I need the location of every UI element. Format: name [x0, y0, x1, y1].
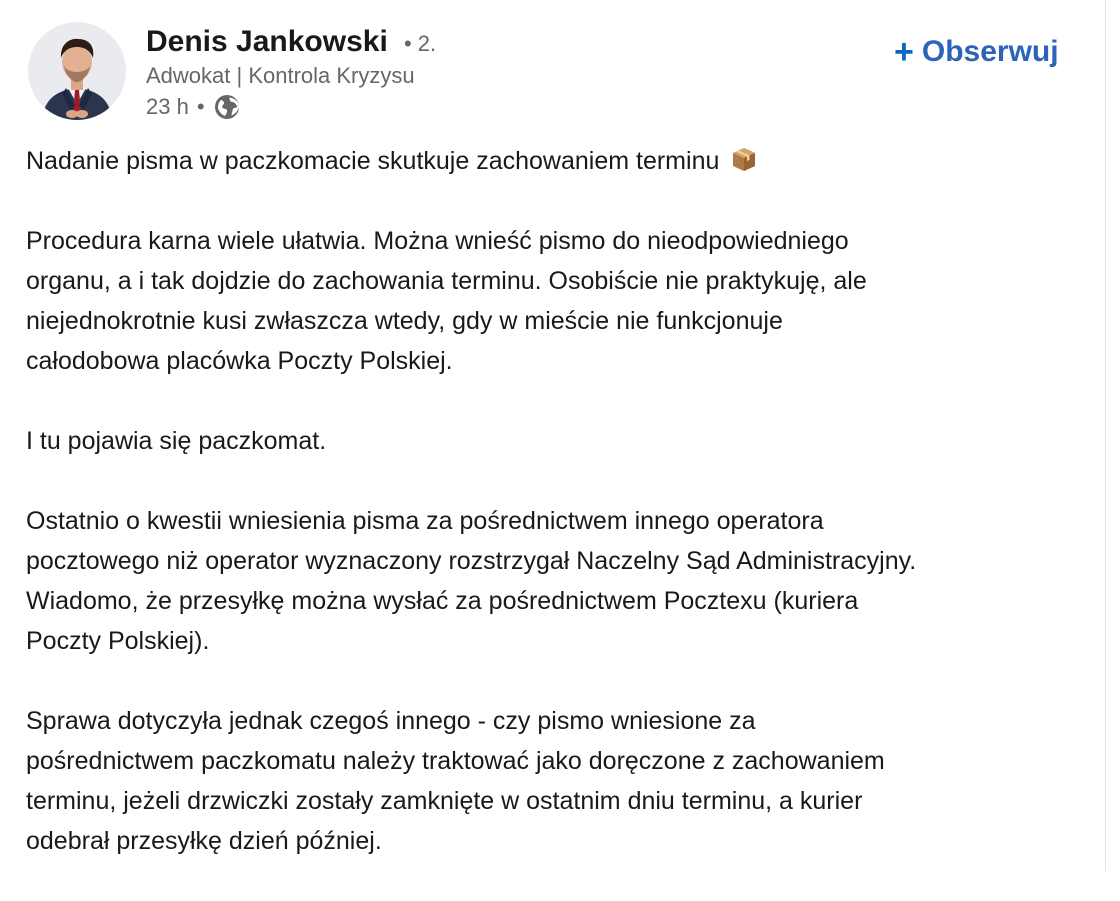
connection-degree [404, 30, 436, 58]
meta-separator: • [196, 94, 205, 119]
follow-button[interactable] [888, 32, 1065, 72]
text-line: Ostatnio o kwestii wniesienia pisma za pośrednictwem innego operatora [26, 507, 824, 535]
post-meta [146, 93, 241, 121]
avatar[interactable] [28, 22, 126, 120]
avatar-photo-icon [28, 22, 126, 120]
text-line: niejednokrotnie kusi zwłaszcza wtedy, gdy w mieście nie funkcjonuje [26, 307, 783, 335]
post-paragraph-4 [26, 701, 1096, 861]
plus-icon: + [894, 33, 914, 71]
post-paragraph-2 [26, 421, 1096, 461]
card-right-border [1105, 0, 1106, 871]
text-line: terminu, jeżeli drzwiczki zostały zamknięte w ostatnim dniu terminu, a kurier [26, 787, 863, 815]
post-title-text: Nadanie pisma w paczkomacie skutkuje zachowaniem terminu [26, 147, 720, 175]
text-line: Sprawa dotyczyła jednak czegoś innego - czy pismo wniesione za [26, 707, 756, 735]
text-line: I tu pojawia się paczkomat. [26, 427, 327, 455]
text-line: całodobowa placówka Poczty Polskiej. [26, 347, 453, 375]
author-headline: Adwokat | Kontrola Kryzysu [146, 63, 415, 88]
post-header [0, 0, 1100, 130]
text-line: organu, a i tak dojdzie do zachowania terminu. Osobiście nie praktykuję, ale [26, 267, 867, 295]
post-title-paragraph [26, 141, 1096, 181]
post-paragraph-1 [26, 221, 1096, 381]
follow-button-label: Obserwuj [921, 35, 1059, 68]
text-line: pocztowego niż operator wyznaczony rozstrzygał Naczelny Sąd Administracyjny. [26, 547, 917, 575]
text-line: pośrednictwem paczkomatu należy traktować jako doręczone z zachowaniem [26, 747, 885, 775]
text-line: Poczty Polskiej). [26, 627, 210, 655]
package-icon [730, 145, 758, 173]
text-line: Wiadomo, że przesyłkę można wysłać za pośrednictwem Pocztexu (kuriera [26, 587, 859, 615]
post-body [26, 141, 1096, 901]
author-name[interactable]: Denis Jankowski [146, 25, 388, 58]
degree-separator: • [404, 31, 412, 56]
text-line: Procedura karna wiele ułatwia. Można wnieść pismo do nieodpowiedniego [26, 227, 849, 255]
globe-icon [213, 93, 241, 121]
degree-value: 2. [417, 31, 437, 56]
text-line: odebrał przesyłkę dzień później. [26, 827, 382, 855]
post-time: 23 h [146, 94, 189, 119]
post-paragraph-3 [26, 501, 1096, 661]
